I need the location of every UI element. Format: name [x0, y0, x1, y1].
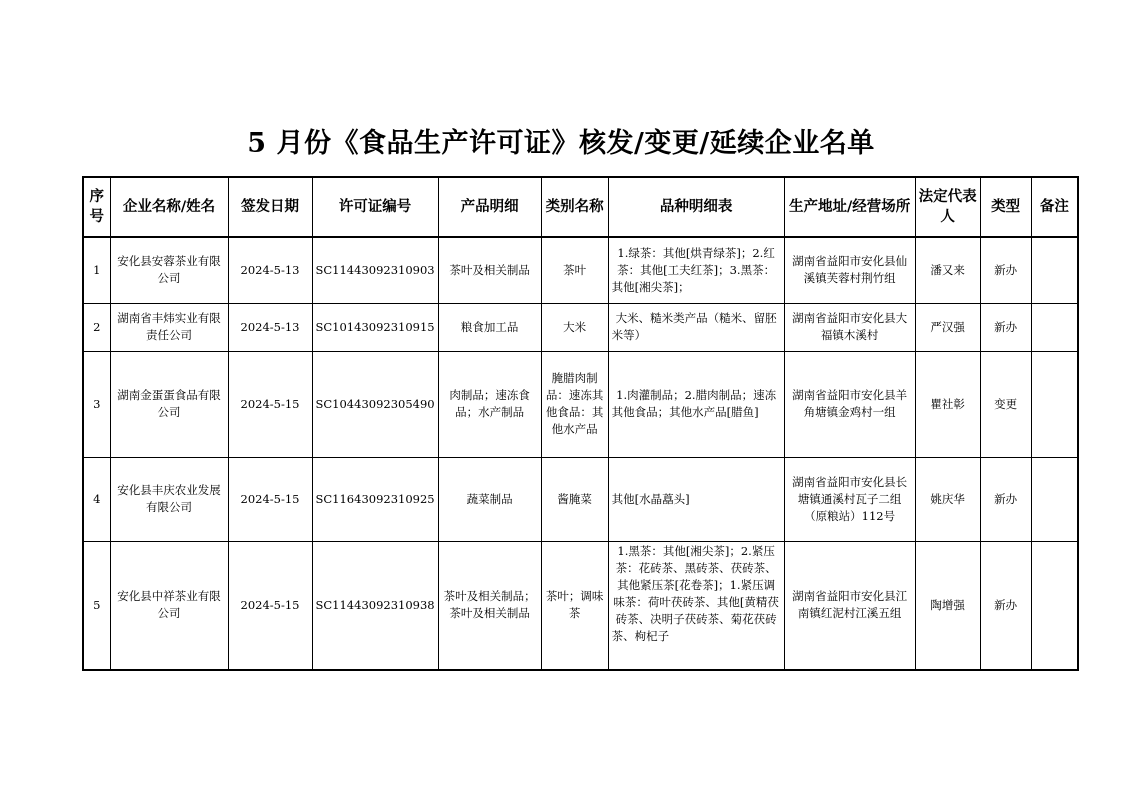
cell-issue-date: 2024-5-15 [228, 457, 312, 541]
cell-varieties: 其他[水晶藠头] [608, 457, 784, 541]
table-row [83, 237, 1078, 303]
cell-type: 新办 [980, 541, 1031, 670]
cell-license-no: SC10143092310915 [312, 303, 438, 351]
cell-issue-date: 2024-5-13 [228, 303, 312, 351]
cell-issue-date: 2024-5-15 [228, 351, 312, 457]
cell-address: 湖南省益阳市安化县仙溪镇芙蓉村荆竹组 [784, 237, 915, 303]
cell-representative: 严汉强 [915, 303, 980, 351]
header-representative: 法定代表人 [915, 177, 980, 237]
cell-index: 3 [83, 351, 110, 457]
cell-representative: 姚庆华 [915, 457, 980, 541]
license-table [82, 176, 1079, 671]
header-category: 类别名称 [541, 177, 608, 237]
cell-representative: 陶增强 [915, 541, 980, 670]
header-type: 类型 [980, 177, 1031, 237]
cell-category: 茶叶 [541, 237, 608, 303]
cell-varieties: 1.肉灌制品；2.腊肉制品；速冻其他食品；其他水产品[腊鱼] [608, 351, 784, 457]
table-header-row [83, 177, 1078, 237]
cell-varieties: 1.绿茶：其他[烘青绿茶]；2.红茶：其他[工夫红茶]；3.黑茶：其他[湘尖茶]； [608, 237, 784, 303]
cell-address: 湖南省益阳市安化县大福镇木溪村 [784, 303, 915, 351]
header-varieties: 品种明细表 [608, 177, 784, 237]
header-remarks: 备注 [1031, 177, 1078, 237]
cell-address: 湖南省益阳市安化县长塘镇通溪村瓦子二组（原粮站）112号 [784, 457, 915, 541]
cell-index: 1 [83, 237, 110, 303]
cell-products: 肉制品；速冻食品；水产制品 [438, 351, 541, 457]
varieties-text: 1.黑茶：其他[湘尖茶]；2.紧压茶：花砖茶、黑砖茶、茯砖茶、其他紧压茶[花卷茶]；1.紧压调味茶：荷叶茯砖茶、其他[黄精茯砖茶、决明子茯砖茶、菊花茯砖茶、枸杞子 [611, 543, 779, 643]
cell-remarks [1031, 303, 1078, 351]
page-title: 5 月份《食品生产许可证》核发/变更/延续企业名单 [247, 128, 875, 159]
header-company: 企业名称/姓名 [110, 177, 228, 237]
cell-products: 粮食加工品 [438, 303, 541, 351]
cell-representative: 潘又来 [915, 237, 980, 303]
header-products: 产品明细 [438, 177, 541, 237]
header-issue-date: 签发日期 [228, 177, 312, 237]
cell-license-no: SC10443092305490 [312, 351, 438, 457]
cell-company: 安化县中祥茶业有限公司 [110, 541, 228, 670]
cell-products: 茶叶及相关制品 [438, 237, 541, 303]
cell-index: 4 [83, 457, 110, 541]
header-license-no: 许可证编号 [312, 177, 438, 237]
cell-issue-date: 2024-5-13 [228, 237, 312, 303]
cell-remarks [1031, 351, 1078, 457]
cell-remarks [1031, 237, 1078, 303]
cell-license-no: SC11443092310903 [312, 237, 438, 303]
cell-license-no: SC11443092310938 [312, 541, 438, 670]
cell-category: 腌腊肉制品：速冻其他食品：其他水产品 [541, 351, 608, 457]
cell-type: 新办 [980, 457, 1031, 541]
cell-issue-date: 2024-5-15 [228, 541, 312, 670]
cell-varieties [608, 541, 784, 670]
cell-company: 安化县安蓉茶业有限公司 [110, 237, 228, 303]
header-index: 序号 [83, 177, 110, 237]
cell-products: 蔬菜制品 [438, 457, 541, 541]
table-row [83, 457, 1078, 541]
cell-type: 新办 [980, 303, 1031, 351]
cell-category: 茶叶；调味茶 [541, 541, 608, 670]
table-row [83, 303, 1078, 351]
cell-license-no: SC11643092310925 [312, 457, 438, 541]
cell-category: 大米 [541, 303, 608, 351]
cell-type: 变更 [980, 351, 1031, 457]
cell-address: 湖南省益阳市安化县江南镇红泥村江溪五组 [784, 541, 915, 670]
table-row [83, 541, 1078, 670]
cell-company: 湖南省丰炜实业有限责任公司 [110, 303, 228, 351]
cell-varieties: 大米、糙米类产品（糙米、留胚米等） [608, 303, 784, 351]
cell-remarks [1031, 457, 1078, 541]
cell-products: 茶叶及相关制品；茶叶及相关制品 [438, 541, 541, 670]
cell-address: 湖南省益阳市安化县羊角塘镇金鸡村一组 [784, 351, 915, 457]
cell-category: 酱腌菜 [541, 457, 608, 541]
header-address: 生产地址/经营场所 [784, 177, 915, 237]
cell-company: 安化县丰庆农业发展有限公司 [110, 457, 228, 541]
cell-index: 5 [83, 541, 110, 670]
cell-index: 2 [83, 303, 110, 351]
cell-type: 新办 [980, 237, 1031, 303]
cell-remarks [1031, 541, 1078, 670]
cell-representative: 瞿社彰 [915, 351, 980, 457]
cell-company: 湖南金蛋蛋食品有限公司 [110, 351, 228, 457]
table-row [83, 351, 1078, 457]
